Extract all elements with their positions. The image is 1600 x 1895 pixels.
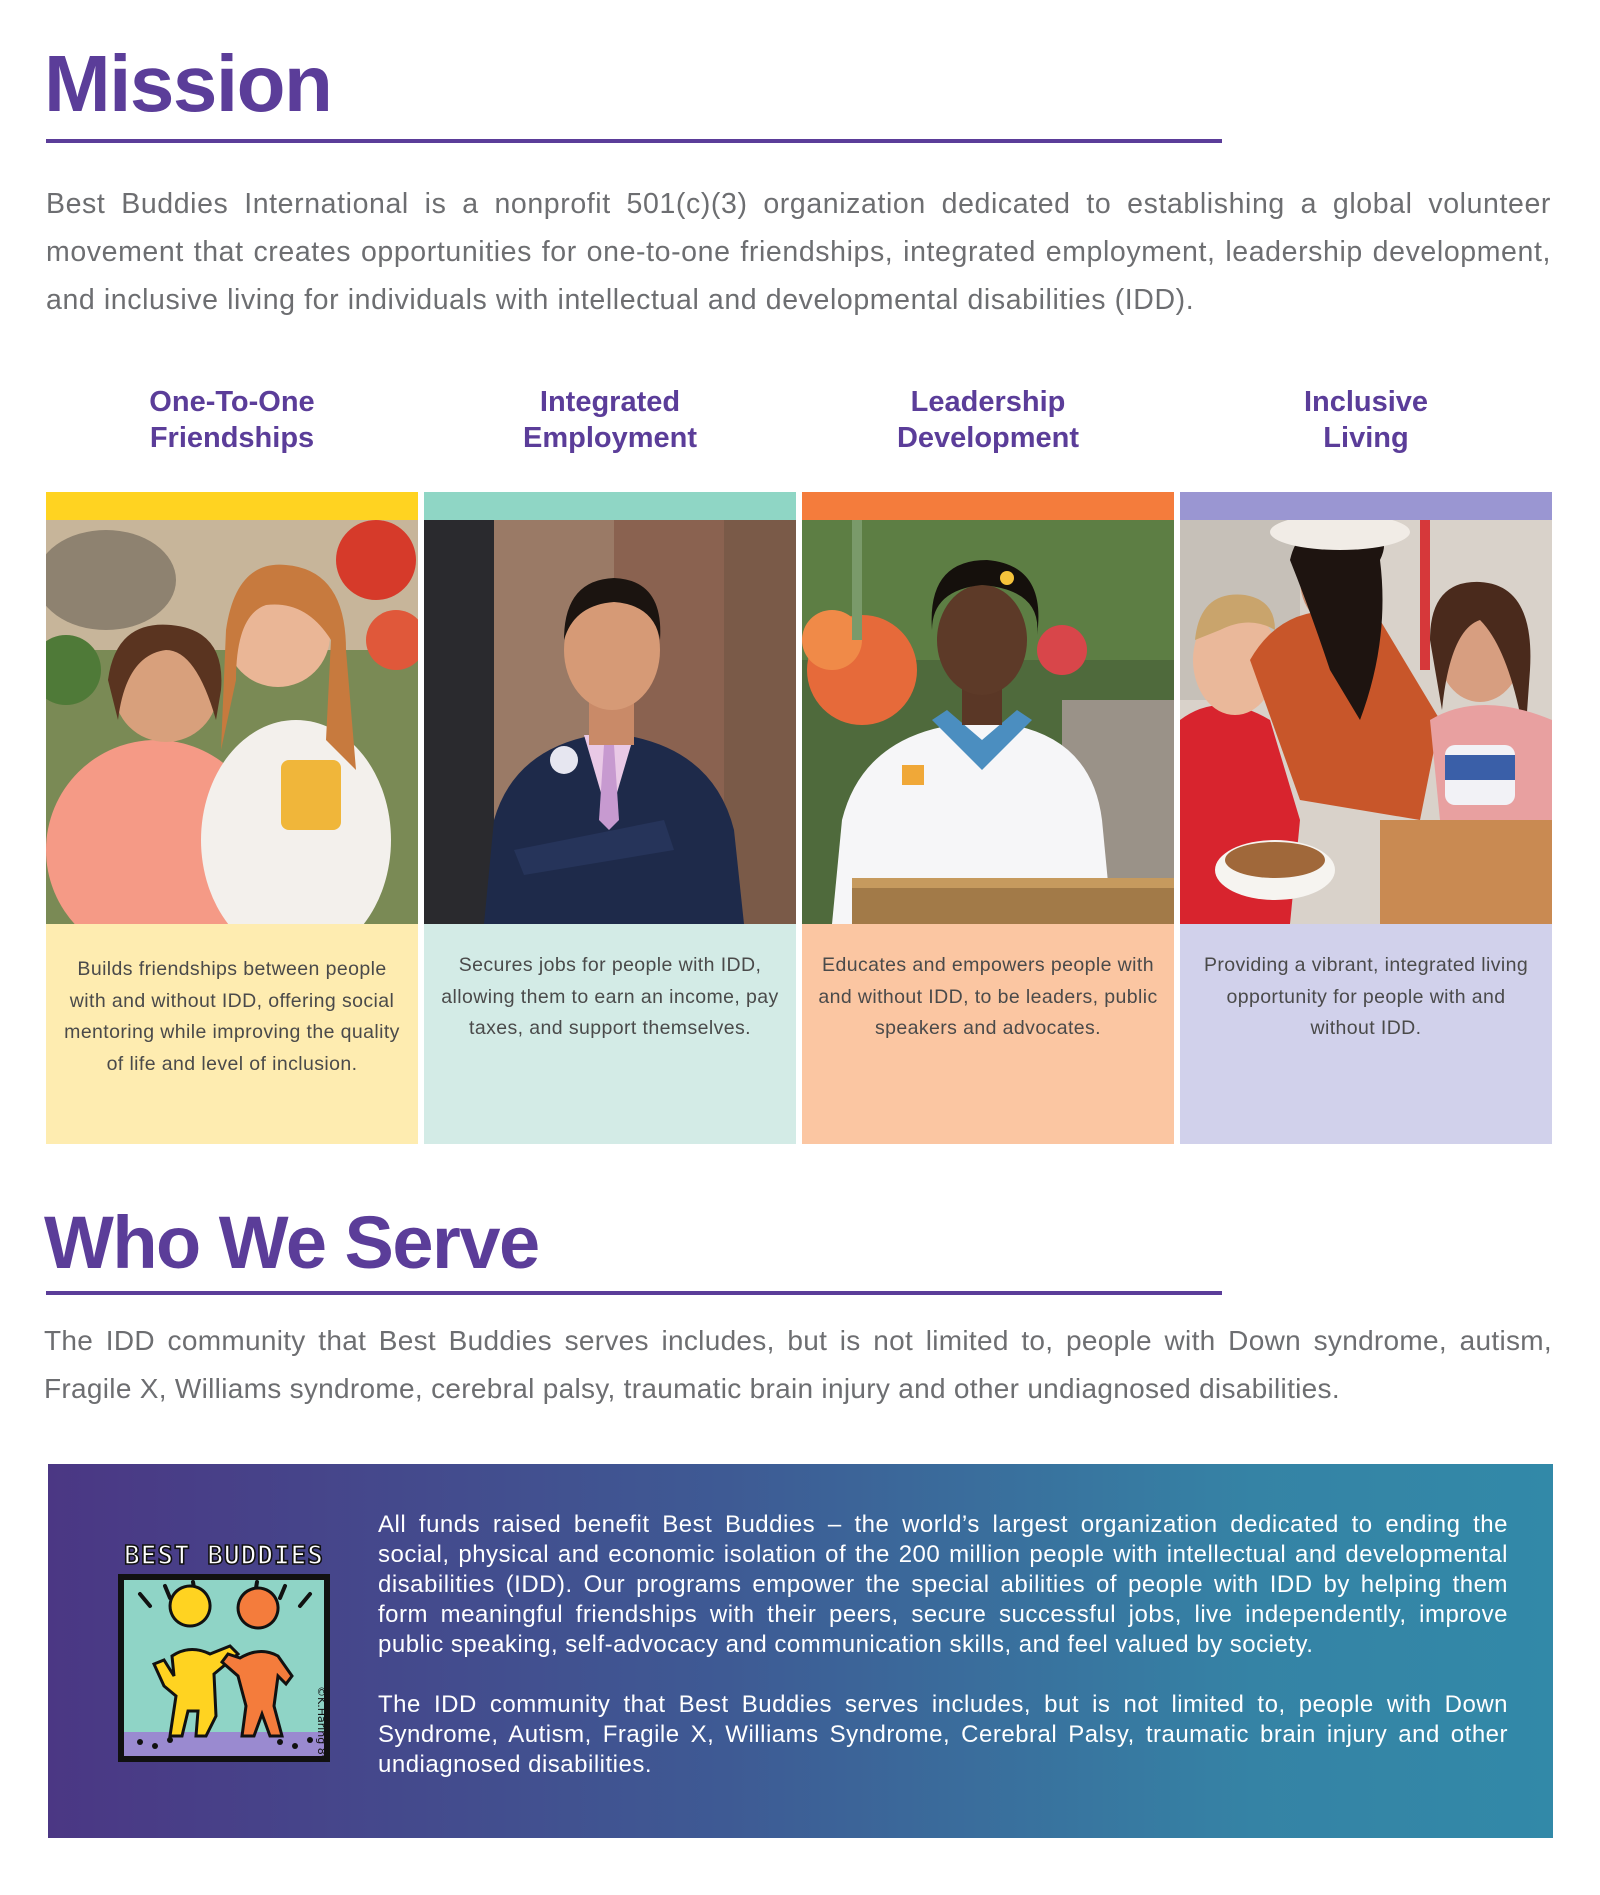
fundraising-banner <box>48 1464 1553 1838</box>
logo-signature: ©K.Haring 89 <box>315 1686 328 1762</box>
pillar-title-leadership: Leadership Development <box>896 386 1080 454</box>
banner-paragraph-community: The IDD community that Best Buddies serves includes, but is not limited to, people with Down Syndrome, Autism, Fragile X, Williams Syndrome, Cerebral Palsy, traumatic brain injury and other undiagnosed disabilities. <box>378 1691 1508 1778</box>
heading-divider <box>46 139 1222 143</box>
pillar-description: Educates and empowers people with and without IDD, to be leaders, public speakers and advocates. <box>818 954 1158 1039</box>
color-bar <box>802 492 1174 520</box>
pillar-description: Secures jobs for people with IDD, allowing them to earn an income, pay taxes, and support themselves. <box>441 954 779 1039</box>
pillar-title-employment: Integrated Employment <box>522 386 698 454</box>
mission-statement: Best Buddies International is a nonprofit 501(c)(3) organization dedicated to establishing a global volunteer movement that creates opportunities for one-to-one friendships, integrated employment, leadership development, and inclusive living for individuals with intellectual and developmental disabilities (IDD). <box>46 188 1551 316</box>
pillar-description: Builds friendships between people with and without IDD, offering social mentoring while improving the quality of life and level of inclusion. <box>64 958 400 1075</box>
man-in-suit-photo <box>424 520 796 924</box>
color-bar <box>1180 492 1552 520</box>
friends-sharing-dessert-photo <box>1180 520 1552 924</box>
who-we-serve-text: The IDD community that Best Buddies serves includes, but is not limited to, people with Down syndrome, autism, Fragile X, Williams syndrome, cerebral palsy, traumatic brain injury and other undiagnosed disabilities. <box>44 1325 1552 1404</box>
mission-heading: Mission <box>44 39 332 128</box>
pillar-description-panel <box>802 924 1174 1144</box>
pillar-description-panel <box>1180 924 1552 1144</box>
color-bar <box>46 492 418 520</box>
pillar-card-leadership <box>802 492 1174 1144</box>
pillar-card-inclusive-living <box>1180 492 1552 1144</box>
pillar-title-friendships: One-To-One Friendships <box>149 386 315 454</box>
best-buddies-logo <box>110 1536 338 1766</box>
banner-paragraph-funds: All funds raised benefit Best Buddies – the world’s largest organization dedicated to ending the social, physical and economic isolation of the 200 million people with intellectual and developmental disabilities (IDD). Our programs empower the special abilities of people with IDD by helping them form meaningful friendships with their peers, secure successful jobs, live independently, improve public speaking, self-advocacy and communication skills, and feel valued by society. <box>378 1511 1508 1658</box>
pillar-card-employment <box>424 492 796 1144</box>
pillar-card-friendships <box>46 492 418 1144</box>
pillar-description-panel <box>424 924 796 1144</box>
pillar-description: Providing a vibrant, integrated living opportunity for people with and without IDD. <box>1203 954 1529 1039</box>
who-we-serve-heading: Who We Serve <box>44 1201 539 1284</box>
pillar-title-inclusive-living: Inclusive Living <box>1303 386 1429 454</box>
heading-divider <box>46 1291 1222 1295</box>
speaker-at-podium-photo <box>802 520 1174 924</box>
color-bar <box>424 492 796 520</box>
pillar-description-panel <box>46 924 418 1144</box>
two-friends-photo <box>46 520 418 924</box>
logo-wordmark: BEST BUDDIES <box>124 1541 324 1571</box>
